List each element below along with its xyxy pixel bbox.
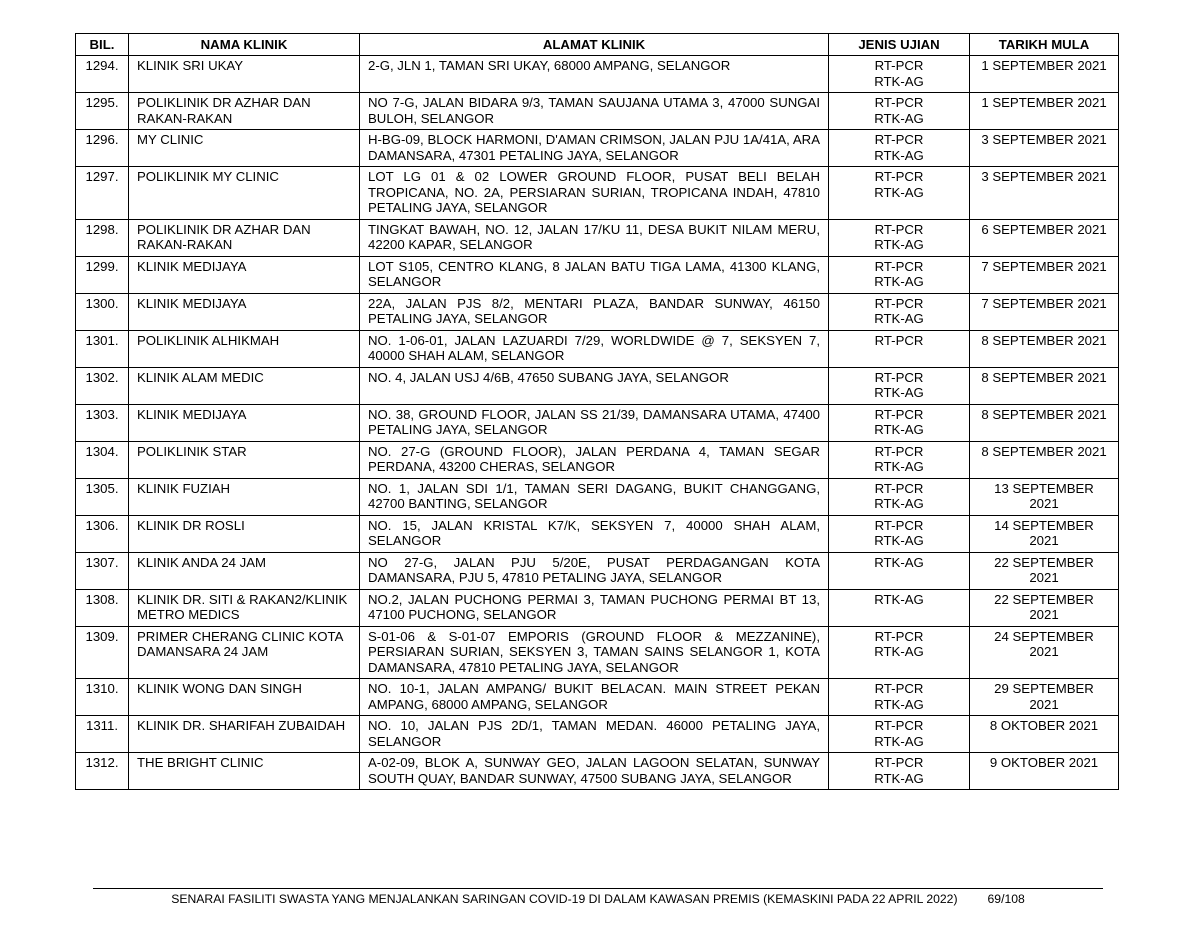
test-type: RTK-AG [874, 110, 924, 126]
test-types [829, 256, 970, 293]
test-types [829, 167, 970, 220]
test-type: RT-PCR [874, 369, 924, 385]
table-row [76, 56, 1119, 93]
clinic-address: NO 7-G, JALAN BIDARA 9/3, TAMAN SAUJANA UTAMA 3, 47000 SUNGAI BULOH, SELANGOR [360, 93, 829, 130]
test-type: RT-PCR [874, 258, 924, 274]
clinic-name: KLINIK FUZIAH [129, 478, 360, 515]
table-header-row [76, 34, 1119, 56]
footer-title: SENARAI FASILITI SWASTA YANG MENJALANKAN SARINGAN COVID-19 DI DALAM KAWASAN PREMIS (KEMASKINI PADA 22 APRIL 2022) [171, 892, 958, 906]
test-types [829, 716, 970, 753]
row-number: 1310. [76, 679, 129, 716]
row-number: 1298. [76, 219, 129, 256]
test-type: RT-PCR [874, 517, 924, 533]
test-type: RT-PCR [874, 681, 924, 696]
row-number: 1299. [76, 256, 129, 293]
test-types [829, 93, 970, 130]
start-date: 8 SEPTEMBER 2021 [970, 441, 1119, 478]
table-row [76, 167, 1119, 220]
test-type: RTK-AG [874, 385, 924, 400]
test-type: RT-PCR [874, 221, 924, 237]
test-types [829, 367, 970, 404]
start-date: 13 SEPTEMBER 2021 [970, 478, 1119, 515]
test-types [829, 404, 970, 441]
clinic-name: THE BRIGHT CLINIC [129, 753, 360, 790]
clinic-address: TINGKAT BAWAH, NO. 12, JALAN 17/KU 11, DESA BUKIT NILAM MERU, 42200 KAPAR, SELANGOR [360, 219, 829, 256]
test-types [829, 478, 970, 515]
row-number: 1294. [76, 56, 129, 93]
test-type: RTK-AG [874, 644, 924, 659]
test-types [829, 56, 970, 93]
test-type: RTK-AG [874, 696, 924, 712]
start-date: 22 SEPTEMBER 2021 [970, 589, 1119, 626]
start-date: 7 SEPTEMBER 2021 [970, 256, 1119, 293]
start-date: 1 SEPTEMBER 2021 [970, 56, 1119, 93]
test-type: RT-PCR [874, 332, 924, 348]
test-type: RT-PCR [874, 169, 924, 184]
table-row [76, 404, 1119, 441]
table-row [76, 589, 1119, 626]
clinic-name: POLIKLINIK MY CLINIC [129, 167, 360, 220]
page-footer [93, 888, 1103, 906]
clinic-name: KLINIK ALAM MEDIC [129, 367, 360, 404]
clinic-address: H-BG-09, BLOCK HARMONI, D'AMAN CRIMSON, JALAN PJU 1A/41A, ARA DAMANSARA, 47301 PETALING JAYA, SELANGOR [360, 130, 829, 167]
test-type: RT-PCR [874, 132, 924, 147]
start-date: 8 SEPTEMBER 2021 [970, 330, 1119, 367]
table-row [76, 256, 1119, 293]
test-type: RT-PCR [874, 628, 924, 644]
row-number: 1312. [76, 753, 129, 790]
start-date: 22 SEPTEMBER 2021 [970, 552, 1119, 589]
start-date: 3 SEPTEMBER 2021 [970, 130, 1119, 167]
test-type: RTK-AG [874, 147, 924, 163]
test-type: RT-PCR [874, 295, 924, 311]
row-number: 1300. [76, 293, 129, 330]
test-type: RT-PCR [874, 406, 924, 422]
test-type: RTK-AG [874, 733, 924, 749]
row-number: 1303. [76, 404, 129, 441]
clinic-address: NO. 10-1, JALAN AMPANG/ BUKIT BELACAN. MAIN STREET PEKAN AMPANG, 68000 AMPANG, SELANGOR [360, 679, 829, 716]
table-row [76, 93, 1119, 130]
clinic-name: KLINIK DR ROSLI [129, 515, 360, 552]
start-date: 8 OKTOBER 2021 [970, 716, 1119, 753]
table-row [76, 293, 1119, 330]
clinic-name: KLINIK WONG DAN SINGH [129, 679, 360, 716]
test-type: RTK-AG [874, 311, 924, 326]
clinic-address: NO. 10, JALAN PJS 2D/1, TAMAN MEDAN. 46000 PETALING JAYA, SELANGOR [360, 716, 829, 753]
row-number: 1297. [76, 167, 129, 220]
start-date: 8 SEPTEMBER 2021 [970, 404, 1119, 441]
test-type: RTK-AG [874, 591, 924, 607]
clinic-address: NO 27-G, JALAN PJU 5/20E, PUSAT PERDAGANGAN KOTA DAMANSARA, PJU 5, 47810 PETALING JAYA, SELANGOR [360, 552, 829, 589]
header-nama-klinik: NAMA KLINIK [129, 34, 360, 56]
row-number: 1304. [76, 441, 129, 478]
row-number: 1305. [76, 478, 129, 515]
start-date: 29 SEPTEMBER 2021 [970, 679, 1119, 716]
row-number: 1311. [76, 716, 129, 753]
row-number: 1308. [76, 589, 129, 626]
clinic-name: POLIKLINIK DR AZHAR DAN RAKAN-RAKAN [129, 93, 360, 130]
test-types [829, 589, 970, 626]
test-type: RTK-AG [874, 496, 924, 511]
test-type: RTK-AG [874, 459, 924, 474]
clinic-name: KLINIK SRI UKAY [129, 56, 360, 93]
start-date: 7 SEPTEMBER 2021 [970, 293, 1119, 330]
table-row [76, 679, 1119, 716]
clinic-address: 22A, JALAN PJS 8/2, MENTARI PLAZA, BANDAR SUNWAY, 46150 PETALING JAYA, SELANGOR [360, 293, 829, 330]
clinic-address: NO. 38, GROUND FLOOR, JALAN SS 21/39, DAMANSARA UTAMA, 47400 PETALING JAYA, SELANGOR [360, 404, 829, 441]
test-type: RT-PCR [874, 718, 924, 733]
row-number: 1302. [76, 367, 129, 404]
test-types [829, 552, 970, 589]
clinic-name: KLINIK ANDA 24 JAM [129, 552, 360, 589]
test-type: RT-PCR [874, 755, 924, 770]
start-date: 1 SEPTEMBER 2021 [970, 93, 1119, 130]
test-type: RT-PCR [874, 58, 924, 73]
table-row [76, 552, 1119, 589]
row-number: 1309. [76, 626, 129, 679]
test-type: RT-PCR [874, 95, 924, 110]
row-number: 1295. [76, 93, 129, 130]
header-bil: BIL. [76, 34, 129, 56]
clinic-address: S-01-06 & S-01-07 EMPORIS (GROUND FLOOR & MEZZANINE), PERSIARAN SURIAN, SEKSYEN 3, TAMAN SAINS SELANGOR 1, KOTA DAMANSARA, 47810 PETALING JAYA, SELANGOR [360, 626, 829, 679]
clinic-name: POLIKLINIK ALHIKMAH [129, 330, 360, 367]
clinic-address: NO. 1-06-01, JALAN LAZUARDI 7/29, WORLDWIDE @ 7, SEKSYEN 7, 40000 SHAH ALAM, SELANGOR [360, 330, 829, 367]
table-row [76, 219, 1119, 256]
test-type: RTK-AG [874, 184, 924, 200]
row-number: 1306. [76, 515, 129, 552]
test-types [829, 293, 970, 330]
test-type: RTK-AG [874, 422, 924, 437]
clinic-address: LOT S105, CENTRO KLANG, 8 JALAN BATU TIGA LAMA, 41300 KLANG, SELANGOR [360, 256, 829, 293]
table-row [76, 753, 1119, 790]
clinic-address: A-02-09, BLOK A, SUNWAY GEO, JALAN LAGOON SELATAN, SUNWAY SOUTH QUAY, BANDAR SUNWAY, 47500 SUBANG JAYA, SELANGOR [360, 753, 829, 790]
table-row [76, 716, 1119, 753]
header-jenis-ujian: JENIS UJIAN [829, 34, 970, 56]
clinic-address: NO.2, JALAN PUCHONG PERMAI 3, TAMAN PUCHONG PERMAI BT 13, 47100 PUCHONG, SELANGOR [360, 589, 829, 626]
table-row [76, 367, 1119, 404]
test-types [829, 130, 970, 167]
table-row [76, 130, 1119, 167]
test-type: RTK-AG [874, 237, 924, 252]
table-row [76, 441, 1119, 478]
page-number: 69/108 [987, 892, 1025, 906]
clinic-address: NO. 4, JALAN USJ 4/6B, 47650 SUBANG JAYA, SELANGOR [360, 367, 829, 404]
test-types [829, 626, 970, 679]
clinic-table [75, 33, 1119, 790]
test-type: RT-PCR [874, 443, 924, 459]
test-type: RTK-AG [874, 770, 924, 786]
test-types [829, 753, 970, 790]
test-types [829, 330, 970, 367]
table-row [76, 515, 1119, 552]
start-date: 9 OKTOBER 2021 [970, 753, 1119, 790]
row-number: 1301. [76, 330, 129, 367]
clinic-address: NO. 15, JALAN KRISTAL K7/K, SEKSYEN 7, 40000 SHAH ALAM, SELANGOR [360, 515, 829, 552]
clinic-name: KLINIK MEDIJAYA [129, 256, 360, 293]
clinic-address: NO. 1, JALAN SDI 1/1, TAMAN SERI DAGANG, BUKIT CHANGGANG, 42700 BANTING, SELANGOR [360, 478, 829, 515]
clinic-name: KLINIK DR. SITI & RAKAN2/KLINIK METRO MEDICS [129, 589, 360, 626]
clinic-name: PRIMER CHERANG CLINIC KOTA DAMANSARA 24 JAM [129, 626, 360, 679]
test-types [829, 441, 970, 478]
clinic-name: KLINIK MEDIJAYA [129, 404, 360, 441]
clinic-name: KLINIK DR. SHARIFAH ZUBAIDAH [129, 716, 360, 753]
test-type: RTK-AG [874, 554, 924, 570]
clinic-name: POLIKLINIK STAR [129, 441, 360, 478]
test-type: RTK-AG [874, 73, 924, 89]
clinic-name: MY CLINIC [129, 130, 360, 167]
header-tarikh-mula: TARIKH MULA [970, 34, 1119, 56]
header-alamat-klinik: ALAMAT KLINIK [360, 34, 829, 56]
start-date: 8 SEPTEMBER 2021 [970, 367, 1119, 404]
table-row [76, 330, 1119, 367]
start-date: 14 SEPTEMBER 2021 [970, 515, 1119, 552]
row-number: 1296. [76, 130, 129, 167]
start-date: 24 SEPTEMBER 2021 [970, 626, 1119, 679]
table-body [76, 56, 1119, 790]
test-type: RTK-AG [874, 533, 924, 548]
row-number: 1307. [76, 552, 129, 589]
clinic-address: NO. 27-G (GROUND FLOOR), JALAN PERDANA 4, TAMAN SEGAR PERDANA, 43200 CHERAS, SELANGOR [360, 441, 829, 478]
table-row [76, 626, 1119, 679]
clinic-name: POLIKLINIK DR AZHAR DAN RAKAN-RAKAN [129, 219, 360, 256]
start-date: 3 SEPTEMBER 2021 [970, 167, 1119, 220]
test-types [829, 679, 970, 716]
start-date: 6 SEPTEMBER 2021 [970, 219, 1119, 256]
table-row [76, 478, 1119, 515]
test-types [829, 219, 970, 256]
footer-line [93, 892, 1103, 906]
test-type: RT-PCR [874, 480, 924, 496]
clinic-name: KLINIK MEDIJAYA [129, 293, 360, 330]
clinic-address: 2-G, JLN 1, TAMAN SRI UKAY, 68000 AMPANG, SELANGOR [360, 56, 829, 93]
test-types [829, 515, 970, 552]
test-type: RTK-AG [874, 274, 924, 289]
clinic-address: LOT LG 01 & 02 LOWER GROUND FLOOR, PUSAT BELI BELAH TROPICANA, NO. 2A, PERSIARAN SURIAN, TROPICANA INDAH, 47810 PETALING JAYA, SELANGOR [360, 167, 829, 220]
